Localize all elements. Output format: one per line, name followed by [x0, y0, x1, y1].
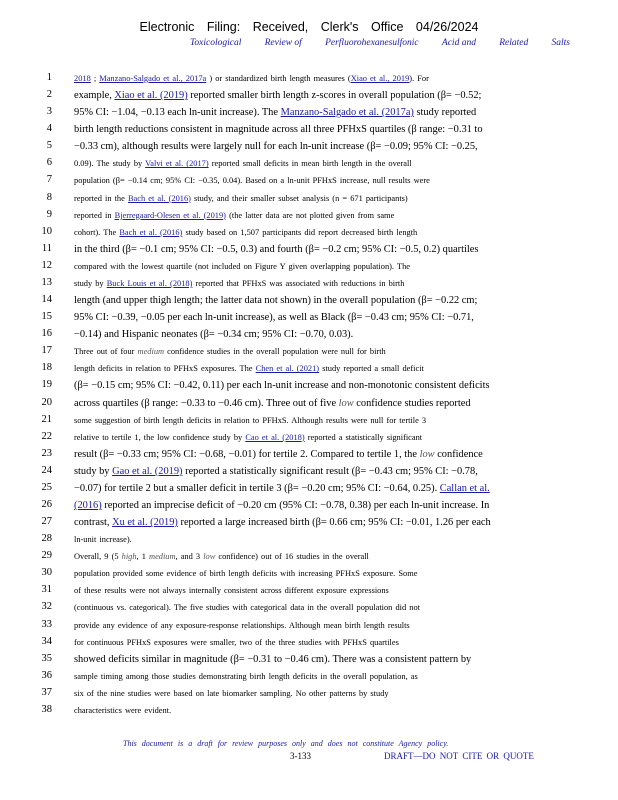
line-text [74, 139, 538, 154]
text-run: reported that PFHxS was associated with reductions in birth [192, 278, 405, 288]
text-run: length deficits in relation to PFHxS exposures. The [74, 364, 256, 374]
line-text [74, 686, 538, 701]
citation-link[interactable]: Bach et al. (2016) [127, 193, 191, 203]
text-line [0, 668, 618, 685]
line-text [74, 447, 538, 462]
line-text [74, 566, 538, 581]
text-run: showed deficits similar in magnitude (β= −0.31 to −0.46 cm). There was a consistent pattern by [74, 653, 472, 665]
text-line [0, 343, 618, 360]
line-text [74, 600, 538, 615]
confidence-term: low [338, 397, 354, 409]
line-text [74, 669, 538, 684]
text-run: study, and their smaller subset analysis (n = 671 participants) [190, 193, 408, 203]
line-text [74, 481, 538, 496]
text-run: confidence [434, 448, 483, 460]
text-run: birth length reductions consistent in magnitude across all three PFHxS quartiles (β range: −0.31 to [74, 124, 483, 136]
filing-stamp: Electronic Filing: Received, Clerk's Office 04/26/2024 [139, 20, 479, 34]
line-text [74, 464, 538, 479]
line-number: 20 [41, 396, 52, 408]
page-number: 3-133 [290, 751, 311, 761]
line-number: 9 [46, 208, 52, 220]
text-line [0, 395, 618, 412]
text-line [0, 634, 618, 651]
line-number: 18 [41, 362, 52, 374]
confidence-term: high [121, 552, 137, 562]
line-number: 33 [41, 618, 52, 630]
line-number: 19 [41, 379, 52, 391]
line-number: 2 [46, 89, 52, 101]
line-text [74, 208, 538, 223]
text-line [0, 241, 618, 258]
citation-link[interactable]: Manzano-Salgado et al., 2017a [99, 74, 207, 83]
text-run: for continuous PFHxS exposures were smaller, two of the three studies with PFHxS quartiles [74, 637, 399, 647]
text-run: 95% CI: −0.39, −0.05 per each ln-unit increase), as well as Black (β= −0.43 cm; 95% CI: −0.71, [74, 312, 474, 324]
text-run: across quartiles (β range: −0.33 to −0.46 cm). Three out of five [74, 397, 339, 409]
text-run: study reported [413, 107, 477, 119]
line-number: 6 [46, 157, 52, 169]
citation-link[interactable]: Valvi et al. (2017) [145, 159, 209, 169]
text-line [0, 685, 618, 702]
citation-link[interactable]: Gao et al. (2019) [112, 465, 183, 477]
line-text [74, 703, 538, 718]
text-run: confidence) out of 16 studies in the overall [215, 552, 369, 562]
text-run: sample timing among those studies demonstrating birth length deficits in the overall population, as [74, 671, 418, 681]
text-run: population (β= −0.14 cm; 95% CI: −0.35, 0.04). Based on a ln-unit PFHxS increase, null results were [74, 176, 430, 186]
text-run: −0.33 cm), although results were largely null for each ln-unit increase (β= −0.09; 95% CI: −0.25, [74, 141, 478, 153]
line-number: 37 [41, 686, 52, 698]
line-text [74, 652, 538, 667]
citation-link[interactable]: Xu et al. (2019) [112, 517, 178, 529]
text-line [0, 224, 618, 241]
line-text [74, 396, 538, 411]
text-run: contrast, [74, 517, 113, 529]
citation-link[interactable]: Callan et al. [439, 482, 490, 494]
text-line [0, 702, 618, 719]
header-word: Review of [264, 38, 302, 48]
header-word: Acid and [441, 38, 476, 48]
line-text [74, 259, 538, 274]
line-number: 11 [41, 242, 52, 254]
text-run: in the third (β= −0.1 cm; 95% CI: −0.5, 0.3) and fourth (β= −0.2 cm; 95% CI: −0.5, 0.2) quartiles [74, 243, 479, 255]
text-line [0, 275, 618, 292]
text-run: Overall, 9 (5 [74, 552, 122, 562]
line-number: 26 [41, 499, 52, 510]
text-run: compared with the lowest quartile (not included on Figure Y given overlapping population). The [74, 261, 410, 271]
line-text [74, 310, 538, 325]
text-run: reported an imprecise deficit of −0.20 cm (95% CI: −0.78, 0.38) per each ln-unit increase. In [101, 500, 490, 511]
line-text [74, 413, 538, 428]
text-run: (continuous vs. categorical). The five studies with categorical data in the overall population did not [74, 603, 420, 613]
text-run: reported a statistically significant [304, 432, 423, 442]
text-line [0, 104, 618, 121]
text-run: 0.09). The study by [74, 159, 146, 169]
line-number: 8 [46, 191, 52, 203]
text-run: confidence studies reported [353, 397, 471, 409]
line-text [74, 327, 538, 342]
text-run: reported in the [74, 193, 128, 203]
line-text [74, 344, 538, 359]
text-line [0, 326, 618, 343]
line-number: 21 [41, 413, 52, 425]
text-line [0, 360, 618, 377]
text-run: , 1 [136, 552, 150, 562]
citation-link[interactable]: Bach et al. (2016) [119, 227, 183, 237]
text-run: characteristics were evident. [74, 705, 172, 715]
text-run: six of the nine studies were based on late biomarker sampling. No other patterns by study [74, 688, 389, 698]
text-run: (the latter data are not plotted given from same [225, 210, 395, 220]
line-number: 23 [41, 447, 52, 459]
line-number: 25 [41, 481, 52, 493]
text-run: provide any evidence of any exposure-response relationships. Although mean birth length results [74, 620, 410, 630]
text-line [0, 292, 618, 309]
text-line [0, 138, 618, 155]
line-number: 27 [41, 516, 52, 528]
text-run: ln-unit increase). [74, 535, 132, 545]
line-number: 7 [46, 174, 52, 186]
confidence-term: medium [149, 552, 176, 562]
line-text [74, 515, 538, 530]
line-number: 13 [41, 276, 52, 288]
text-line [0, 377, 618, 394]
text-line [0, 531, 618, 548]
text-run: study by [74, 465, 113, 477]
confidence-term: medium [137, 347, 165, 357]
draft-disclaimer: This document is a draft for review purposes only and does not constitute Agency policy. [123, 739, 449, 748]
text-run: reported smaller birth length z-scores in overall population (β= −0.52; [187, 90, 482, 102]
text-line [0, 155, 618, 172]
line-text [74, 88, 538, 103]
line-number: 29 [41, 550, 52, 562]
line-number: 15 [41, 311, 52, 323]
text-run: result (β= −0.33 cm; 95% CI: −0.68, −0.01) for tertile 2. Compared to tertile 1, the [74, 448, 420, 460]
line-text [74, 635, 538, 650]
text-line [0, 172, 618, 189]
line-number: 31 [41, 584, 52, 596]
text-line [0, 412, 618, 429]
line-number: 34 [41, 635, 52, 647]
text-run: of these results were not always internally consistent across different exposure expressions [74, 586, 389, 596]
line-text [74, 242, 538, 257]
line-number: 30 [41, 567, 52, 579]
header-word: Salts [551, 38, 570, 48]
text-run: ; [90, 74, 100, 83]
text-line [0, 190, 618, 207]
line-text [74, 430, 538, 445]
text-run: reported a large increased birth (β= 0.66 cm; 95% CI: −0.01, 1.26 per each [177, 517, 491, 529]
text-line [0, 514, 618, 531]
line-number: 24 [41, 464, 52, 476]
line-text [74, 191, 538, 206]
text-run: reported a statistically significant result (β= −0.43 cm; 95% CI: −0.78, [182, 465, 478, 477]
line-text [74, 71, 538, 86]
line-number: 10 [41, 225, 52, 237]
text-run: ). For [409, 74, 429, 83]
citation-link[interactable]: 2018 [74, 74, 91, 83]
text-run: study reported a small deficit [319, 364, 424, 374]
text-run: −0.07) for tertile 2 but a smaller deficit in tertile 3 (β= −0.20 cm; 95% CI: −0.64, 0.25). [74, 482, 440, 494]
citation-link[interactable]: Cao et al. (2018) [245, 432, 305, 442]
text-line [0, 617, 618, 634]
text-run: reported small deficits in mean birth length in the overall [208, 159, 412, 169]
text-run: ) or standardized birth length measures ( [206, 74, 351, 83]
line-text [74, 173, 538, 188]
line-number: 32 [41, 601, 52, 613]
citation-link[interactable]: Bjerregaard-Olesen et al. (2019) [114, 210, 226, 220]
confidence-term: low [419, 448, 435, 460]
text-line [0, 599, 618, 616]
text-run: example, [74, 90, 115, 102]
line-number: 3 [46, 106, 52, 118]
confidence-term: low [203, 552, 216, 562]
citation-link[interactable]: Buck Louis et al. (2018) [106, 278, 193, 288]
text-line [0, 497, 618, 514]
line-text [74, 293, 538, 308]
text-line [0, 258, 618, 275]
line-number: 28 [41, 533, 52, 545]
line-text [74, 583, 538, 598]
line-number: 5 [46, 140, 52, 152]
line-text [74, 498, 538, 513]
text-run: study based on 1,507 participants did report decreased birth length [182, 227, 418, 237]
text-run: length (and upper thigh length; the latter data not shown) in the overall population (β= −0.22 cm; [74, 295, 478, 307]
text-run: confidence studies in the overall population were null for birth [164, 347, 386, 357]
line-text [74, 105, 538, 120]
text-line [0, 548, 618, 565]
line-number: 12 [41, 259, 52, 271]
text-line [0, 70, 618, 87]
text-line [0, 480, 618, 497]
line-number: 36 [41, 669, 52, 681]
text-run: reported in [74, 210, 115, 220]
citation-link[interactable]: Xiao et al., 2019 [350, 74, 410, 83]
line-number: 22 [41, 430, 52, 442]
header-word: Perfluorohexanesulfonic [325, 38, 419, 48]
text-run: population provided some evidence of birth length deficits with increasing PFHxS exposure. Some [74, 569, 418, 579]
text-line [0, 446, 618, 463]
text-run: 95% CI: −1.04, −0.13 each ln-unit increase). The [74, 107, 281, 119]
line-number: 4 [46, 123, 52, 135]
text-line [0, 309, 618, 326]
line-text [74, 276, 538, 291]
text-line [0, 87, 618, 104]
line-number: 35 [41, 652, 52, 664]
text-run: relative to tertile 1, the low confidence study by [74, 432, 246, 442]
line-text [74, 156, 538, 171]
citation-link[interactable]: (2016) [74, 500, 102, 511]
line-number: 38 [41, 703, 52, 715]
line-number: 16 [41, 328, 52, 340]
line-text [74, 618, 538, 633]
line-text [74, 532, 538, 547]
text-line [0, 429, 618, 446]
line-text [74, 122, 538, 137]
line-text [74, 361, 538, 376]
text-run: Three out of four [74, 347, 138, 357]
text-run: (β= −0.15 cm; 95% CI: −0.42, 0.11) per each ln-unit increase and non-monotonic consistent deficits [74, 380, 490, 392]
text-line [0, 651, 618, 668]
text-line [0, 463, 618, 480]
running-header [190, 38, 570, 48]
line-number: 14 [41, 294, 52, 306]
line-text [74, 225, 538, 240]
header-word: Toxicological [190, 38, 242, 48]
text-line [0, 121, 618, 138]
text-run: , and 3 [175, 552, 204, 562]
citation-link[interactable]: Chen et al. (2021) [255, 364, 320, 374]
citation-link[interactable]: Manzano-Salgado et al. (2017a) [280, 107, 414, 119]
text-run: cohort). The [74, 227, 120, 237]
text-run: −0.14) and Hispanic neonates (β= −0.34 cm; 95% CI: −0.70, 0.03). [74, 329, 354, 341]
line-number: 1 [46, 72, 52, 83]
text-run: study by [74, 278, 107, 288]
text-line [0, 207, 618, 224]
text-run: some suggestion of birth length deficits in relation to PFHxS. Although results were null for tertile 3 [74, 415, 427, 425]
header-word: Related [499, 38, 529, 48]
draft-notice: DRAFT—DO NOT CITE OR QUOTE [384, 751, 534, 761]
line-text [74, 378, 538, 393]
line-number: 17 [41, 345, 52, 357]
citation-link[interactable]: Xiao et al. (2019) [114, 90, 188, 102]
text-line [0, 565, 618, 582]
line-text [74, 549, 538, 564]
text-line [0, 582, 618, 599]
